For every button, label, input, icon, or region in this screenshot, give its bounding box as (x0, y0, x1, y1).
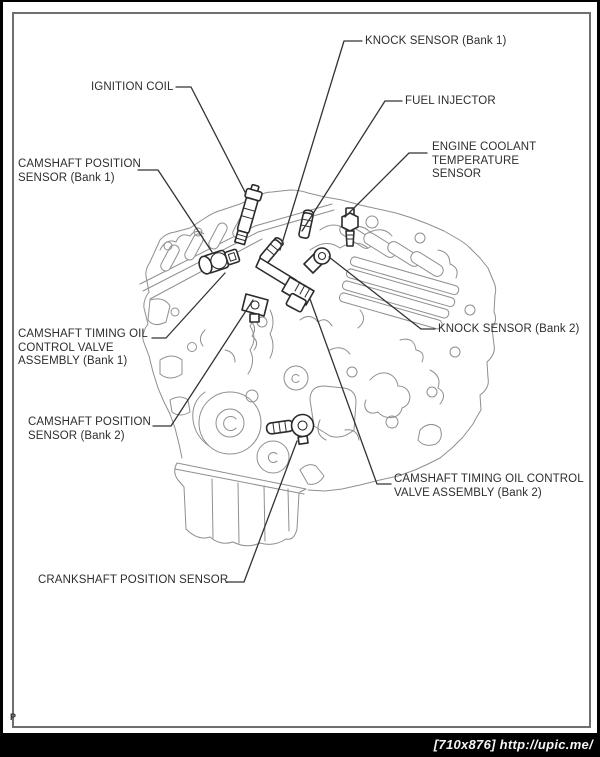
knock-sensor-bank2-art (304, 248, 330, 273)
watermark-text: [710x876] http://upic.me/ (433, 737, 593, 752)
label-knock-sensor-bank2 (438, 323, 579, 337)
label-text: KNOCK SENSOR (Bank 1) (365, 35, 507, 47)
label-camshaft-position-sensor-bank2 (28, 416, 151, 443)
label-text: TEMPERATURE (432, 154, 520, 167)
label-text: ASSEMBLY (Bank 1) (18, 355, 128, 367)
label-text: CAMSHAFT POSITION (28, 416, 151, 428)
label-text: SENSOR (Bank 2) (28, 429, 125, 442)
label-ignition-coil (91, 81, 173, 95)
leader-ignition-coil (176, 87, 246, 194)
label-text: CONTROL VALVE (18, 341, 114, 354)
label-camshaft-timing-ocv-bank2 (394, 473, 584, 500)
label-fuel-injector (405, 95, 496, 109)
label-text: CAMSHAFT TIMING OIL CONTROL (394, 473, 584, 485)
label-camshaft-position-sensor-bank1 (18, 158, 141, 185)
label-engine-coolant-temp-sensor (432, 141, 536, 182)
label-text: KNOCK SENSOR (Bank 2) (438, 323, 580, 335)
label-knock-sensor-bank1 (365, 35, 506, 49)
label-text: CAMSHAFT POSITION (18, 158, 141, 170)
label-text: FUEL INJECTOR (405, 95, 496, 107)
label-text: CAMSHAFT TIMING OIL (18, 328, 148, 340)
leader-camshaft-ocv-bank2 (310, 299, 391, 484)
label-camshaft-timing-ocv-bank1 (18, 328, 148, 369)
camshaft-position-sensor-bank1-art (197, 246, 241, 275)
leader-engine-coolant-temp (345, 153, 427, 217)
page-marker: P (10, 712, 17, 722)
ignition-coil-art (232, 183, 264, 245)
footer-bar (0, 733, 600, 757)
label-text: SENSOR (Bank 1) (18, 171, 115, 184)
label-text: SENSOR (432, 168, 482, 180)
label-text: ENGINE COOLANT (432, 141, 537, 153)
label-text: VALVE ASSEMBLY (Bank 2) (394, 486, 542, 499)
label-text: IGNITION COIL (91, 81, 174, 93)
label-text: CRANKSHAFT POSITION SENSOR (38, 574, 229, 586)
leader-camshaft-ocv-bank1 (152, 273, 225, 338)
label-crankshaft-position-sensor (38, 574, 228, 588)
